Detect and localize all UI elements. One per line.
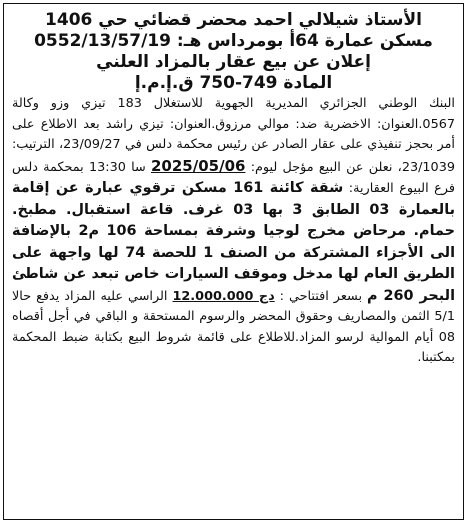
property-description: شقة كائنة 161 مسكن ترقوي عبارة عن إقامة بالعمارة 03 الطابق 3 بها 03 غرف. قاعة استقبال. مطبخ. حمام. مرحاض مخرج لوجيا وشرفة بمساحة 106 م2 بالإضافة الى الأجزاء المشتركة من الصنف 1 للحصة 74 لها واجهة على الطريق العام لها مدخل وموقف السيارات خاص تبعد عن شاطئ البحر 260 م [12, 180, 456, 304]
bailiff-name: الأستاذ شيلالي احمد محضر قضائي حي 1406 [45, 10, 422, 30]
auction-notice [4, 4, 463, 373]
price-intro: بسعر افتتاحي : [279, 288, 363, 304]
sale-date: 2025/05/06 [150, 156, 246, 175]
notice-intro-paragraph [12, 94, 455, 369]
bailiff-address: مسكن عمارة 64أ بومرداس هـ: 0552/13/57/19 [34, 31, 433, 51]
court-location: بمحكمة دلس فرع البيوع العقارية: [12, 159, 455, 196]
opening-price: 12.000.000 دج [172, 288, 275, 304]
sale-time: سا 13:30 [88, 159, 146, 175]
notice-frame [3, 3, 464, 520]
intro-text: البنك الوطني الجزائري المديرية الجهوية للاستغلال 183 تيزي وزو وكالة 0567.العنوان: الاخضرية ضد: موالي مرزوق.العنوان: تيزي راشد بعد الاطلاع على أمر بحجز تنفيذي على عقار الصادر عن رئيس محكمة دلس في 23/09/27، الترتيب: 23/1039، نعلن عن البيع مؤجل ليوم: [12, 96, 455, 175]
payment-terms: الراسي عليه المزاد يدفع حالا 5/1 الثمن والمصاريف وحقوق المحضر والرسوم المستحقة و الباقي في أجل أقصاه 08 أيام الموالية لرسو المزاد.للاطلاع على قائمة شروط البيع بكتابة ضبط المحكمة بمكتبنا. [12, 288, 455, 365]
legal-article: المادة 749-750 ق.إ.م.إ [134, 73, 333, 93]
notice-title: إعلان عن بيع عقار بالمزاد العلني [96, 52, 371, 72]
